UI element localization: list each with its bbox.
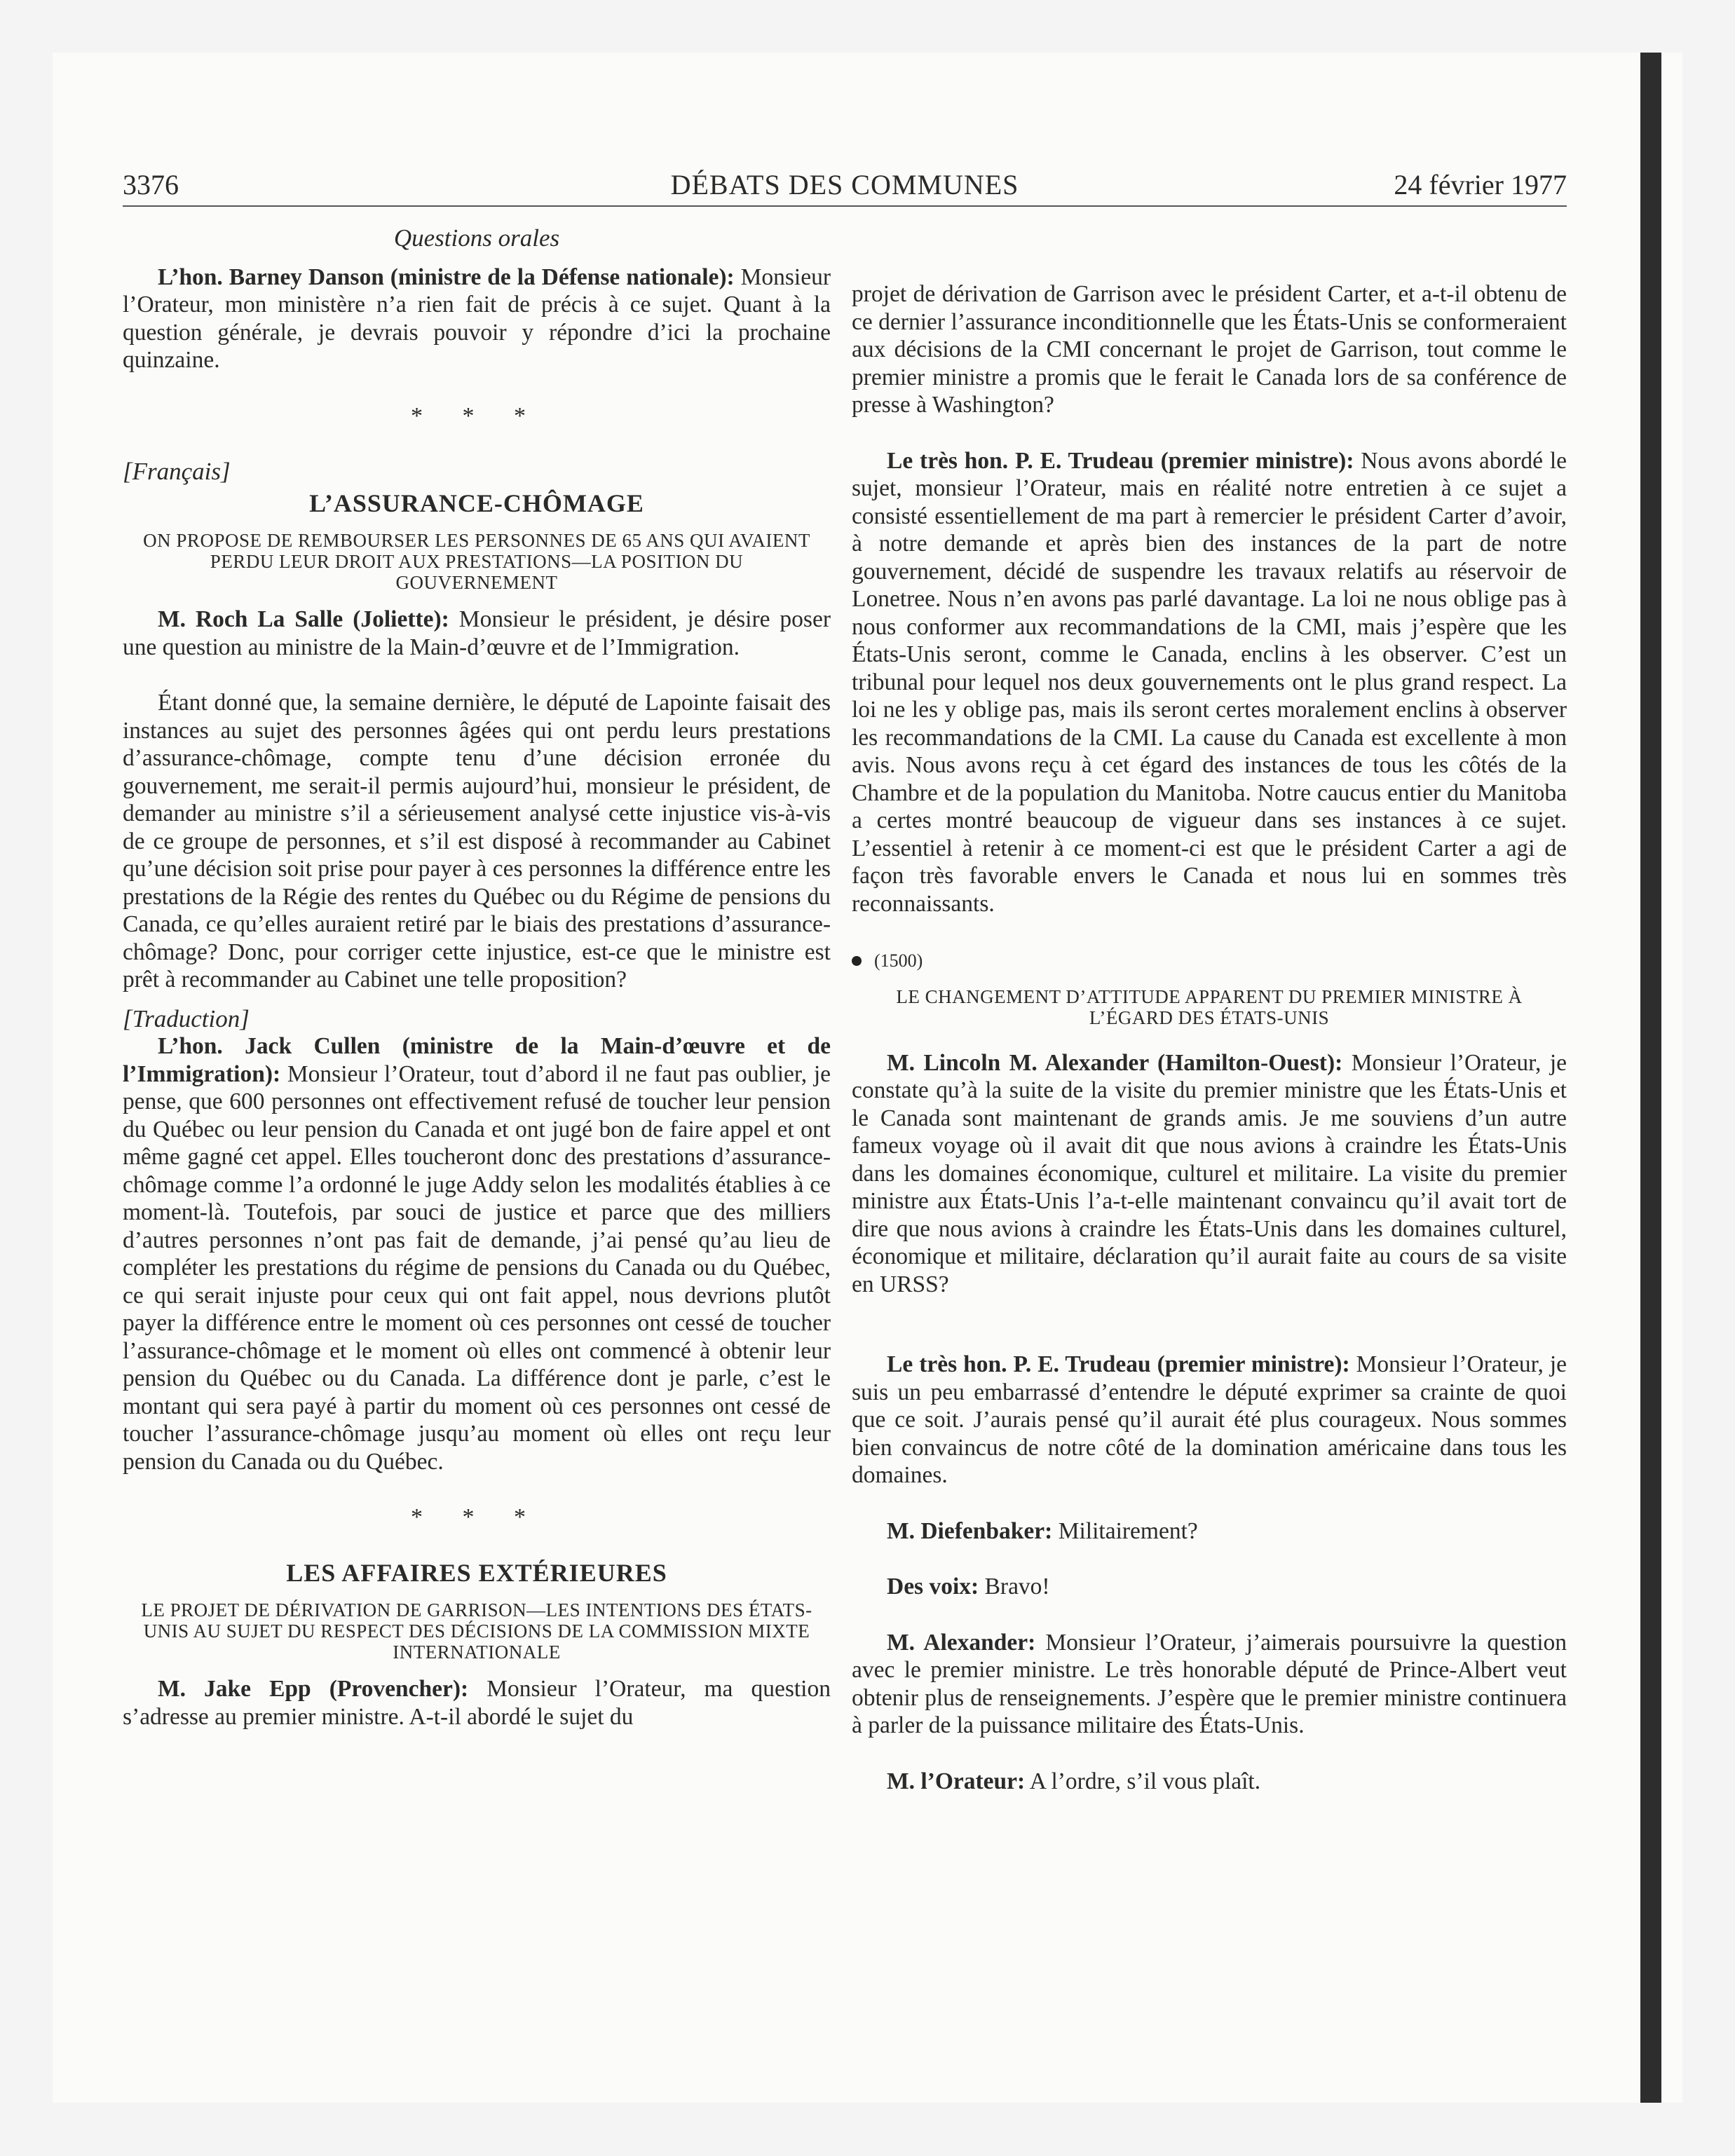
header-rule xyxy=(123,205,1567,207)
speaker: M. Lincoln M. Alexander (Hamilton-Ouest): xyxy=(887,1049,1343,1076)
time-marker-text: (1500) xyxy=(874,950,923,971)
section-label: Questions orales xyxy=(393,224,560,252)
paragraph xyxy=(852,1517,1567,1546)
page-number: 3376 xyxy=(123,169,179,200)
paragraph: Étant donné que, la semaine dernière, le député de Lapointe faisait des instances au sujet des personnes âgées qui ont perdu leurs prestations d’assurance-chômage, compte tenu d’une décision erronée du gouvernement, me serait-il permis aujourd’hui, monsieur le président, de demander au ministre s’il a sérieusement analysé cette injustice vis-à-vis de ce groupe de personnes, et s’il est disposé à recommander au Cabinet qu’une décision soit prise pour payer à ces personnes la différence entre les prestations de la Régie des rentes du Québec ou du Régime de pensions du Canada, ce qu’elles auraient retiré par le biais des prestations d’assurance-chômage? Donc, pour corriger cette injustice, est-ce que le ministre est prêt à recommander au Cabinet une telle proposition? xyxy=(123,690,831,992)
paragraph xyxy=(123,1675,831,1731)
speech-text: Bravo! xyxy=(979,1574,1050,1599)
paragraph xyxy=(852,447,1567,918)
speech-text: A l’ordre, s’il vous plaît. xyxy=(1025,1768,1261,1794)
speech-text: Militairement? xyxy=(1052,1517,1198,1544)
paragraph xyxy=(123,606,831,661)
left-column xyxy=(123,224,831,1731)
page-date: 24 février 1977 xyxy=(1394,169,1567,200)
scan-edge xyxy=(1640,53,1661,2103)
speaker: Le très hon. P. E. Trudeau (premier ministre): xyxy=(887,447,1354,474)
language-marker: [Français] xyxy=(123,458,231,485)
section-separator: * * * xyxy=(411,402,543,429)
paragraph xyxy=(852,1351,1567,1489)
page-header xyxy=(123,168,1567,207)
language-marker: [Traduction] xyxy=(123,1004,250,1032)
speech-text: Monsieur l’Orateur, mon ministère n’a rien fait de précis à ce sujet. Quant à la question générale, je devrais pouvoir y répondre d’ici la prochaine quinzaine. xyxy=(123,264,831,373)
speaker: M. Diefenbaker: xyxy=(887,1517,1053,1544)
speaker: M. Jake Epp (Provencher): xyxy=(158,1676,469,1702)
paragraph: projet de dérivation de Garrison avec le président Carter, et a-t-il obtenu de ce dernier l’assurance inconditionnelle que les États-Unis se conformeraient aux décisions de la CMI concernant le projet de Garrison, tout comme le premier ministre a promis que le ferait le Canada lors de sa conférence de presse à Washington? xyxy=(852,281,1567,418)
speech-text: Monsieur l’Orateur, tout d’abord il ne faut pas oublier, je pense, que 600 personnes ont effectivement refusé de toucher leur pension du Québec ou leur pension du Canada et ont jugé bon de faire appel et ont même gagné cet appel. Elles toucheront donc des prestations d’assurance-chômage comme l’a ordonné le juge Addy selon les modalités établies à ce moment-là. Toutefois, par souci de justice et parce que des milliers d’autres personnes n’ont pas fait de demande, j’ai pensé qu’au lieu de compléter les prestations du régime de pensions du Canada ou du Québec, ce qui serait injuste pour ceux qui ont fait appel, nous devrions plutôt payer la différence entre le moment où ces personnes ont cessé de toucher l’assurance-chômage et le moment où elles ont commencé à obtenir leur pension du Québec ou du Canada. La différence dont je parle, c’est le montant qui sera payé à partir du moment où ces personnes ont cessé de toucher l’assurance-chômage jusqu’au moment où elles ont reçu leur pension du Canada ou du Québec. xyxy=(123,1060,831,1475)
section-separator: * * * xyxy=(411,1504,543,1530)
speech-text: Monsieur l’Orateur, ma question s’adresse au premier ministre. A-t-il abordé le sujet du xyxy=(123,1676,831,1730)
paragraph xyxy=(852,1049,1567,1299)
section-title: LES AFFAIRES EXTÉRIEURES xyxy=(286,1558,667,1587)
speaker: M. Alexander: xyxy=(887,1629,1036,1656)
time-marker xyxy=(852,946,1567,975)
speaker: L’hon. Barney Danson (ministre de la Défense nationale): xyxy=(158,264,735,290)
speech-text: Monsieur l’Orateur, je suis un peu embarrassé d’entendre le député exprimer sa crainte de quoi que ce soit. J’aurais pensé qu’il aurait été plus courageux. Nous sommes bien convaincus de notre côté de la domination américaine dans tous les domaines. xyxy=(852,1351,1567,1488)
section-subtitle: LE PROJET DE DÉRIVATION DE GARRISON—LES INTENTIONS DES ÉTATS-UNIS AU SUJET DU RESPECT DES DÉCISIONS DE LA COMMISSION MIXTE INTERNATIONALE xyxy=(141,1599,812,1663)
right-column xyxy=(852,280,1567,1795)
speech-text: Monsieur le président, je désire poser une question au ministre de la Main-d’œuvre et de l’Immigration. xyxy=(123,606,831,660)
paragraph xyxy=(123,1032,831,1475)
speech-text: Monsieur l’Orateur, je constate qu’à la suite de la visite du premier ministre que les États-Unis et le Canada sont maintenant de grands amis. Je me souviens d’un autre fameux voyage où il avait dit que nous avions à craindre les États-Unis dans les domaines économique, culturel et militaire. La visite du premier ministre aux États-Unis l’a-t-elle maintenant convaincu qu’il avait tort de dire que nous avions à craindre les États-Unis dans les domaines culturel, économique et militaire, déclaration qu’il aurait faite au cours de sa visite en URSS? xyxy=(852,1049,1567,1297)
section-subtitle: ON PROPOSE DE REMBOURSER LES PERSONNES DE 65 ANS QUI AVAIENT PERDU LEUR DROIT AUX PRESTATIONS—LA POSITION DU GOUVERNEMENT xyxy=(143,530,810,593)
bullet-icon xyxy=(852,956,862,966)
speaker: L’hon. Jack Cullen (ministre de la Main-d’œuvre et de l’Immigration): xyxy=(123,1033,831,1087)
section-subtitle: LE CHANGEMENT D’ATTITUDE APPARENT DU PREMIER MINISTRE À L’ÉGARD DES ÉTATS-UNIS xyxy=(896,985,1523,1028)
speaker: Des voix: xyxy=(887,1574,979,1599)
paragraph xyxy=(123,264,831,374)
paragraph xyxy=(852,1768,1567,1796)
speech-text: Monsieur l’Orateur, j’aimerais poursuivre la question avec le premier ministre. Le très honorable député de Prince-Albert veut obtenir plus de renseignements. J’espère que le premier ministre continuera à parler de la puissance militaire des États-Unis. xyxy=(852,1629,1567,1738)
speaker: Le très hon. P. E. Trudeau (premier ministre): xyxy=(887,1351,1350,1377)
paragraph xyxy=(852,1573,1567,1601)
speech-text: Nous avons abordé le sujet, monsieur l’Orateur, mais en réalité notre entretien à ce sujet a consisté essentiellement de ma part à remercier le président Carter d’avoir, à notre demande et après bien des instances de la part de notre gouvernement, décidé de suspendre les travaux relatifs au réservoir de Lonetree. Nous n’en avons pas parlé davantage. La loi ne nous oblige pas à nous conformer aux recommandations de la CMI, mais j’espère que les États-Unis seront, comme le Canada, enclins à les observer. C’est un tribunal pour lequel nos deux gouvernements ont le plus grand respect. La loi ne les y oblige pas, mais ils seront certes moralement enclins à observer les recommandations de la CMI. La cause du Canada est excellente à mon avis. Nous avons reçu à cet égard des instances de tous les côtés de la Chambre et de la population du Manitoba. Notre caucus entier du Manitoba a certes montré beaucoup de vigueur dans ses instances à ce sujet. L’essentiel à retenir à ce moment-ci est que le président Carter a agi de façon très favorable envers le Canada et nous lui en sommes très reconnaissants. xyxy=(852,447,1567,917)
section-title: L’ASSURANCE-CHÔMAGE xyxy=(309,489,644,517)
publication-title: DÉBATS DES COMMUNES xyxy=(670,169,1019,200)
speaker: M. Roch La Salle (Joliette): xyxy=(158,606,449,632)
speaker: M. l’Orateur: xyxy=(887,1768,1026,1794)
paragraph xyxy=(852,1629,1567,1740)
